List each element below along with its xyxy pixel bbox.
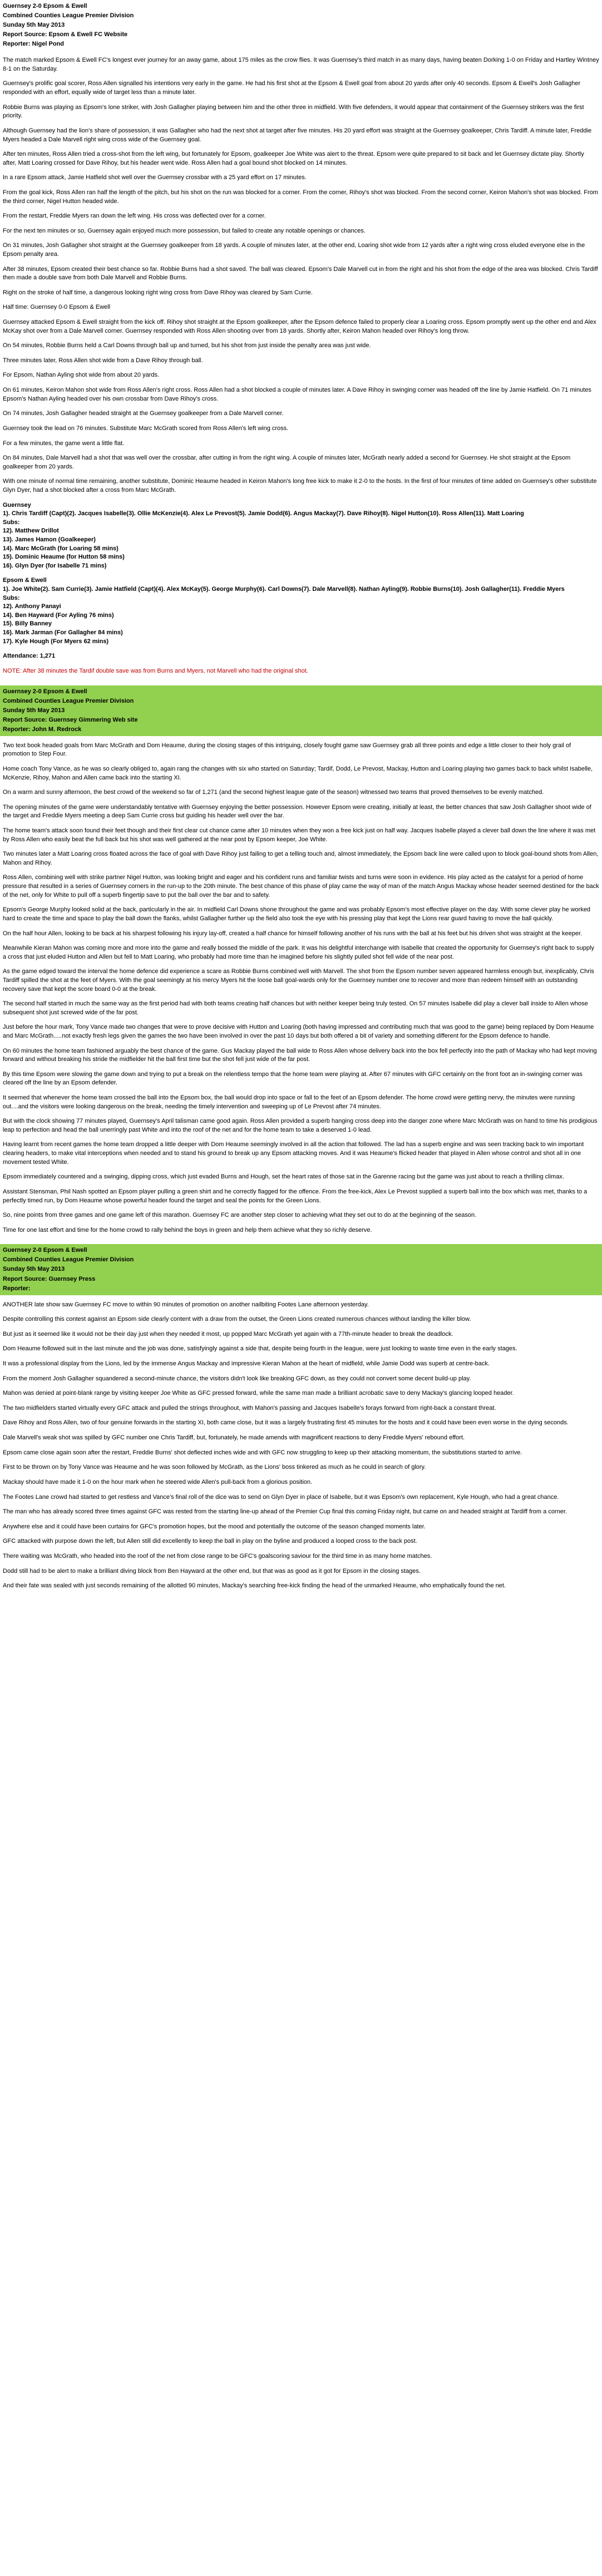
reporter: Reporter: [3, 1285, 31, 1292]
report-paragraph: For the next ten minutes or so, Guernsey again enjoyed much more possession, but failed to create any notable openings or chances. [3, 227, 366, 234]
report-paragraph: Guernsey took the lead on 76 minutes. Substitute Marc McGrath scored from Ross Allen's left wing cross. [3, 425, 289, 432]
report-header [0, 1244, 602, 1295]
substitute: 13). James Hamon (Goalkeeper) [3, 536, 96, 543]
report-body [0, 742, 602, 1245]
report-paragraph: Assistant Stensman, Phil Nash spotted an Epsom player pulling a green shirt and he correctly flagged for the offence. From the free-kick, Alex Le Prevost supplied a superb ball into the box which was met, thanks to a perfectly timed run, by Dom Heaume whose powerful header found the target and seal the points for the Green Lions. [3, 1188, 588, 1204]
match-date: Sunday 5th May 2013 [3, 707, 65, 714]
report-header [0, 685, 602, 736]
report-header [0, 0, 602, 51]
reporter: Reporter: John M. Redrock [3, 726, 82, 733]
report-paragraph: On 60 minutes the home team fashioned arguably the best chance of the game. Gus Mackay played the ball wide to Ross Allen whose delivery back into the box fell perfectly into the path of Mackay who had kept moving forward and without breaking his stride the midfielder hit the ball first time but the shot fell just wide of the far post. [3, 1047, 597, 1063]
report-paragraph: From the goal kick, Ross Allen ran half the length of the pitch, but his shot on the run was blocked for a corner. From the corner, Rihoy's shot was blocked. From the second corner, Keiron Mahon's shot was blocked. From the third corner, Nigel Hutton headed wide. [3, 189, 598, 205]
report-paragraph: Guernsey's prolific goal scorer, Ross Allen signalled his intentions very early in the game. He had his first shot at the Epsom & Ewell goal from about 20 yards after only 40 seconds. Epsom & Ewell's Josh Gallagher responded with an effort, equally wide of target less than a minute later. [3, 80, 581, 96]
report-paragraph: After 38 minutes, Epsom created their best chance so far. Robbie Burns had a shot saved. The ball was cleared. Epsom's Dale Marvell cut in from the right and his shot from the edge of the area was blocked. Chris Tardiff then made a double save from both Dale Marvell and Robbie Burns. [3, 265, 598, 282]
starting-players: 1). Chris Tardiff (Capt)(2). Jacques Isabelle(3). Ollie McKenzie(4). Alex Le Prevost(5). Jamie Dodd(6). Angus Mackay(7). Dave Rihoy(8). Nigel Hutton(10). Ross Allen(11). Matt Loaring [3, 510, 524, 517]
report-paragraph: So, nine points from three games and one game left of this marathon. Guernsey FC are another step closer to achieving what they set out to do at the beginning of the season. [3, 1212, 477, 1219]
report-paragraph: ANOTHER late show saw Guernsey FC move to within 90 minutes of promotion on another nailbiting Footes Lane afternoon yesterday. [3, 1301, 369, 1308]
report-paragraph: The second half started in much the same way as the first period had with both teams creating half chances but with neither keeper being truly tested. On 57 minutes Isabelle did play a clever ball inside to Allen whose subsequent shot just screwed wide of the far post. [3, 1000, 588, 1016]
substitute: 14). Ben Hayward (For Ayling 76 mins) [3, 611, 114, 619]
report-paragraph: Ross Allen, combining well with strike partner Nigel Hutton, was looking bright and eager and his confident runs and familiar twists and turns were soon in evidence. His play acted as the catalyst for a period of home pressure that resulted in a series of Guernsey corners in the run-up to the 20th minute. The best chance of this phase of play came the way of man of the match Angus Mackay whose header seemed destined for the back of the net, only for White to pull off a superb fingertip save to put the ball over the bar and to safety. [3, 874, 599, 899]
report-paragraph: But just as it seemed like it would not be their day just when they needed it most, up popped Marc McGrath yet again with a 77th-minute header to break the deadlock. [3, 1330, 453, 1338]
report-paragraph: On 84 minutes, Dale Marvell had a shot that was well over the crossbar, after cutting in from the right wing. A couple of minutes later, McGrath nearly added a second for Guernsey. He shot straight at the Epsom goalkeeper from 20 yards. [3, 455, 571, 470]
report-paragraph: Although Guernsey had the lion's share of possession, it was Gallagher who had the next shot at target after five minutes. His 20 yard effort was straight at the Guernsey goalkeeper, Chris Tardiff. A minute later, Freddie Myers headed a Dale Marvell right wing cross wide of the Guernsey goal. [3, 127, 592, 143]
report-paragraph: Half time: Guernsey 0-0 Epsom & Ewell [3, 304, 111, 311]
report-paragraph: The man who has already scored three times against GFC was rested from the starting line-up ahead of the Premier Cup final this coming Friday night, but came on and headed straight at Tardiff from a corner. [3, 1508, 567, 1516]
report-paragraph: Dave Rihoy and Ross Allen, two of four genuine forwards in the starting XI, both came close, but it was a largely frustrating first 45 minutes for the hosts and it could have been even worse in the dying seconds. [3, 1419, 569, 1427]
report-paragraph: On the half hour Allen, looking to be back at his sharpest following his injury lay-off, created a half chance for himself following another of his runs with the ball at his feet but his driven shot was straight at the keeper. [3, 930, 583, 937]
team-name: Epsom & Ewell [3, 577, 47, 584]
report-paragraph: Guernsey attacked Epsom & Ewell straight from the kick off. Rihoy shot straight at the Epsom goalkeeper, after the Epsom defence failed to properly clear a Loaring cross. Epsom promptly went up the other end and Alex McKay shot over from a Dale Marvell corner. Guernsey responded with Ross Allen shooting over from 18 yards. Shortly after, Keiron Mahon headed over Rihoy's long throw. [3, 319, 596, 334]
team-lineup [3, 576, 599, 646]
substitute: 17). Kyle Hough (For Myers 62 mins) [3, 638, 109, 645]
substitute: 12). Matthew Drillot [3, 527, 59, 535]
report-paragraph: First to be thrown on by Tony Vance was Heaume and he was soon followed by McGrath, as the Lions' boss tinkered as much as he could in search of glory. [3, 1464, 426, 1471]
report-paragraph: GFC attacked with purpose down the left, but Allen still did excellently to keep the ball in play on the byline and produced a looped cross to the back post. [3, 1538, 417, 1545]
report-paragraph: On a warm and sunny afternoon, the best crowd of the weekend so far of 1,271 (and the second highest league gate of the season) witnessed two teams that proved themselves to be evenly matched. [3, 789, 544, 796]
substitute: 14). Marc McGrath (for Loaring 58 mins) [3, 545, 119, 552]
report-paragraph: By this time Epsom were slowing the game down and trying to put a break on the relentless tempo that the home team were playing at. After 67 minutes with GFC certainly on the front foot an in-swinging corner was cleared off the line by an Epsom defender. [3, 1070, 583, 1087]
competition: Combined Counties League Premier Division [3, 12, 134, 19]
report-paragraph: Two text book headed goals from Marc McGrath and Dom Heaume, during the closing stages of this intriguing, closely fought game saw Guernsey grab all three points and edge a little closer to their holy grail of promotion to Step Four. [3, 742, 571, 758]
report-paragraph: The opening minutes of the game were understandably tentative with Guernsey enjoying the better possession. However Epsom were creating, initially at least, the better chances that saw Josh Gallagher shoot wide of the target and Freddie Myers meeting a deep Sam Currie cross but guiding his header well over the bar. [3, 803, 591, 820]
report-paragraph: For Epsom, Nathan Ayling shot wide from about 20 yards. [3, 372, 160, 379]
report-paragraph: On 61 minutes, Keiron Mahon shot wide from Ross Allen's right cross. Ross Allen had a shot blocked a couple of minutes later. A Dave Rihoy in swinging corner was headed off the line by Jamie Hatfield. On 71 minutes Epsom's Nathan Ayling headed over his own crossbar from Dave Rihoy's cross. [3, 387, 591, 402]
match-title: Guernsey 2-0 Epsom & Ewell [3, 1247, 87, 1254]
report-paragraph: Home coach Tony Vance, as he was so clearly obliged to, again rang the changes with six who started on Saturday; Tardif, Dodd, Le Prevost, Mackay, Hutton and Loaring playing two games back to back whilst Isabelle, McKenzie, Rihoy, Mahon and Allen came back into the starting XI. [3, 765, 593, 781]
report-paragraph: As the game edged toward the interval the home defence did experience a scare as Robbie Burns combined well with Marvell. The shot from the Epsom number seven appeared harmless enough but, inexplicably, Chris Tardiff spilled the shot at the feet of Myers. With the goal seemingly at his mercy Myers hit the loose ball goal-wards only for the Guernsey number one to recover and more than redeem himself with an outstanding recovery save that kept the score board 0-0 at the break. [3, 968, 594, 993]
report-paragraph: Despite controlling this contest against an Epsom side clearly content with a draw from the outset, the Green Lions created numerous chances without landing the killer blow. [3, 1316, 471, 1323]
match-report-2 [0, 685, 602, 1245]
report-paragraph: For a few minutes, the game went a little flat. [3, 440, 125, 447]
report-paragraph: Dale Marvell's weak shot was spilled by GFC number one Chris Tardiff, but, fortunately, he made amends with magnificent reactions to deny Freddie Myers' rebound effort. [3, 1434, 465, 1442]
report-paragraph: Epsom came close again soon after the restart, Freddie Burns' shot deflected inches wide and with GFC now struggling to keep up their attacking momentum, the substitutions started to arrive. [3, 1449, 522, 1456]
report-paragraph: In a rare Epsom attack, Jamie Hatfield shot well over the Guernsey crossbar with a 25 yard effort on 17 minutes. [3, 174, 307, 181]
report-paragraph: The Footes Lane crowd had started to get restless and Vance's final roll of the dice was to send on Glyn Dyer in place of Isabelle, but it was Epsom's own replacement, Kyle Hough, who had a great chance. [3, 1493, 559, 1501]
competition: Combined Counties League Premier Division [3, 697, 134, 704]
report-paragraph: Epsom immediately countered and a swinging, dipping cross, which just evaded Burns and Hough, set the heart rates of those sat in the Garenne racing but the game was just about to reach a thrilling climax. [3, 1173, 564, 1181]
correction-note: NOTE: After 38 minutes the Tardif double save was from Burns and Myers, not Marvell who had the original shot. [3, 667, 308, 674]
report-paragraph: With one minute of normal time remaining, another substitute, Dominic Heaume headed in Keiron Mahon's long free kick to make it 2-0 to the hosts. In the first of four minutes of time added on Guernsey's other substitute Glyn Dyer, had a shot blocked after a cross from Marc McGrath. [3, 478, 597, 494]
report-paragraph: The match marked Epsom & Ewell FC's longest ever journey for an away game, about 175 miles as the crow flies. It was Guernsey's third match in as many days, having beaten Dorking 1-0 on Friday and Hartley Wintney 8-1 on the Saturday. [3, 57, 599, 72]
team-lineup [3, 501, 599, 571]
substitute: 16). Mark Jarman (For Gallagher 84 mins) [3, 629, 123, 636]
subs-label: Subs: [3, 519, 20, 526]
report-paragraph: And their fate was sealed with just seconds remaining of the allotted 90 minutes, Mackay's searching free-kick finding the head of the unmarked Heaume, who emphatically found the net. [3, 1582, 506, 1590]
match-title: Guernsey 2-0 Epsom & Ewell [3, 688, 87, 695]
report-paragraph: Robbie Burns was playing as Epsom's lone striker, with Josh Gallagher playing between him and the other three in midfield. With five defenders, it would appear that containment of the Guernsey strikers was the first priority. [3, 103, 584, 120]
team-name: Guernsey [3, 501, 31, 509]
report-paragraph: Just before the hour mark, Tony Vance made two changes that were to prove decisive with Hutton and Loaring (both having impressed and contributing much that was good to the game) being replaced by Dom Heaume and Marc McGrath.....not exactly fresh legs given the games the two have been involved in over the past 10 days but both offered a bit of variety and something different for the Epsom defence to handle. [3, 1024, 594, 1039]
report-paragraph: On 74 minutes, Josh Gallagher headed straight at the Guernsey goalkeeper from a Dale Marvell corner. [3, 410, 284, 417]
substitute: 16). Glyn Dyer (for Isabelle 71 mins) [3, 562, 107, 569]
report-paragraph: It was a professional display from the Lions, led by the immense Angus Mackay and impressive Kieran Mahon at the heart of midfield, while Jamie Dodd was superb at centre-back. [3, 1360, 490, 1368]
competition: Combined Counties League Premier Division [3, 1256, 134, 1264]
report-paragraph: The two midfielders started virtually every GFC attack and pulled the strings throughout, with Mahon's passing and Jacques Isabelle's forays forward from right-back a constant threat. [3, 1404, 496, 1412]
reporter: Reporter: Nigel Pond [3, 41, 65, 48]
report-source: Report Source: Guernsey Gimmering Web site [3, 716, 138, 723]
starting-players: 1). Joe White(2). Sam Currie(3). Jamie Hatfield (Capt)(4). Alex McKay(5). George Murphy(6). Carl Downs(7). Dale Marvell(8). Nathan Ayling(9). Robbie Burns(10). Josh Gallagher(11). Freddie Myers [3, 586, 565, 593]
substitute: 15). Dominic Heaume (for Hutton 58 mins) [3, 554, 125, 561]
report-paragraph: Time for one last effort and time for the home crowd to rally behind the boys in green and help them achieve what they so richly deserve. [3, 1226, 372, 1233]
attendance: Attendance: 1,271 [3, 653, 56, 660]
match-date: Sunday 5th May 2013 [3, 1266, 65, 1273]
match-report-1 [0, 0, 602, 685]
report-paragraph: Dom Heaume followed suit in the last minute and the job was done, satisfyingly against a side that, despite being fourth in the league, were just looking to waste time even in the early stages. [3, 1345, 517, 1353]
report-paragraph: From the moment Josh Gallagher squandered a second-minute chance, the visitors didn't look like breaking GFC down, as they could not convert some decent build-up play. [3, 1375, 471, 1382]
report-paragraph: From the restart, Freddie Myers ran down the left wing. His cross was deflected over for a corner. [3, 213, 266, 220]
subs-label: Subs: [3, 594, 20, 601]
report-paragraph: Two minutes later a Matt Loaring cross floated across the face of goal with Dave Rihoy just failing to get a telling touch and, almost immediately, the Epsom back line were called upon to block goal-bound shots from Allen, Mahon and Rihoy. [3, 851, 599, 866]
report-paragraph: But with the clock showing 77 minutes played, Guernsey's April talisman came good again. Ross Allen provided a superb hanging cross deep into the danger zone where Marc McGrath was on hand to time his prodigious leap to perfection and head the ball unerringly past White and into the roof of the net and for the home team to take a deserved 1-0 lead. [3, 1118, 598, 1133]
report-paragraph: Meanwhile Kieran Mahon was coming more and more into the game and really bossed the middle of the park. It was his delightful interchange with Isabelle that created the opportunity for Guernsey's right back to supply a cross that just eluded Hutton and Allen but fell to Matt Loaring, who probably had more time than he imagined before his slightly pulled shot fell wide of the near post. [3, 945, 594, 960]
report-paragraph: The home team's attack soon found their feet though and their first clear cut chance came after 10 minutes when they won a free kick just on half way. Jacques Isabelle played a clever ball down the line where it was met by Ross Allen who easily beat the full back but his shot was well gathered at the near post by Epsom keeper, Joe White. [3, 827, 596, 843]
report-paragraph: Epsom's George Murphy looked solid at the back, particularly in the air. In midfield Carl Downs shone throughout the game and was probably Epsom's most effective player on the day. With some clever play he worked hard to create the time and space to play the ball down the flanks, whilst Gallagher further up the field also took the eye with his pressing play that kept the Lions rear guard having to move the ball quickly. [3, 906, 591, 922]
report-paragraph: It seemed that whenever the home team crossed the ball into the Epsom box, the ball would drop into space or fall to the feet of an Epsom defender. The home crowd were getting nervy, the minutes were running out....and the visitors were looking dangerous on the break, needing the timely intervention and sweeping up of Le Prevost after 74 minutes. [3, 1094, 575, 1110]
report-paragraph: After ten minutes, Ross Allen tried a cross-shot from the left wing, but fortunately for Epsom, goalkeeper Joe White was alert to the threat. Epsom were quite prepared to sit back and let Guernsey dictate play. Shortly after, Matt Loaring crossed for Dave Rihoy, but his header went wide. Ross Allen had a goal bound shot blocked on 14 minutes. [3, 151, 584, 166]
report-paragraph: Mackay should have made it 1-0 on the hour mark when he steered wide Allen's pull-back from a glorious position. [3, 1478, 313, 1486]
report-paragraph: Dodd still had to be alert to make a brilliant diving block from Ben Hayward at the other end, but that was as good as it got for Epsom in the closing stages. [3, 1567, 421, 1575]
report-paragraph: On 31 minutes, Josh Gallagher shot straight at the Guernsey goalkeeper from 18 yards. A couple of minutes later, at the other end, Loaring shot wide from 12 yards after a right wing cross eluded everyone else in the Epsom penalty area. [3, 242, 585, 258]
report-paragraph: Right on the stroke of half time, a dangerous looking right wing cross from Dave Rihoy was cleared by Sam Currie. [3, 289, 313, 296]
report-body [0, 1301, 602, 1600]
report-body [0, 56, 602, 685]
report-source: Report Source: Epsom & Ewell FC Website [3, 31, 128, 38]
report-paragraph: Having learnt from recent games the home team dropped a little deeper with Dom Heaume seemingly involved in all the action that followed. The lad has a superb engine and was seen tracking back to win important clearing headers, to make vital interceptions when needed and to stand his ground to break up any Epsom attacking moves. And it was Heaume's flicked header that played in Allen whose control and shot all in one movement tested White. [3, 1141, 584, 1166]
report-source: Report Source: Guernsey Press [3, 1275, 96, 1282]
match-report-3 [0, 1244, 602, 1600]
substitute: 15). Billy Banney [3, 620, 52, 628]
match-date: Sunday 5th May 2013 [3, 22, 65, 29]
report-paragraph: Anywhere else and it could have been curtains for GFC's promotion hopes, but the mood and potentially the outcome of the season changed moments later. [3, 1523, 426, 1530]
report-paragraph: Mahon was denied at point-blank range by visiting keeper Joe White as GFC pressed forward, while the same man made a brilliant acrobatic save to deny Mackay's glancing looped header. [3, 1390, 514, 1397]
match-title: Guernsey 2-0 Epsom & Ewell [3, 3, 87, 9]
substitute: 12). Anthony Panayi [3, 603, 61, 610]
report-paragraph: On 54 minutes, Robbie Burns held a Carl Downs through ball up and turned, but his shot from just inside the penalty area was just wide. [3, 342, 371, 349]
report-paragraph: There waiting was McGrath, who headed into the roof of the net from close range to be GFC's goalscoring saviour for the third time in as many home matches. [3, 1552, 432, 1560]
report-paragraph: Three minutes later, Ross Allen shot wide from a Dave Rihoy through ball. [3, 357, 203, 364]
